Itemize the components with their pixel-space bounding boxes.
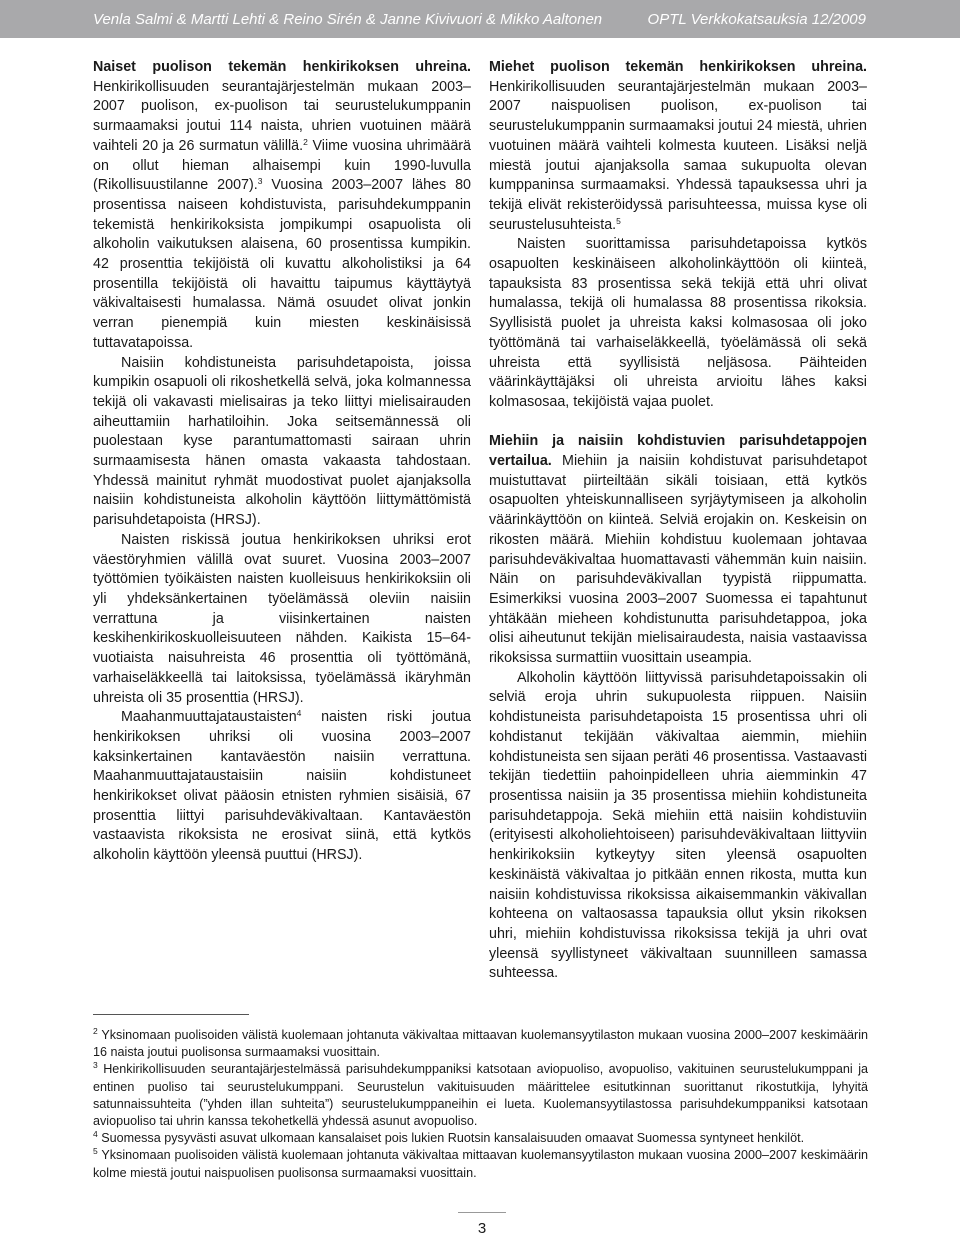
paragraph: Naisten riskissä joutua henkirikoksen uhriksi erot väestöryhmien välillä ovat suuret. Vuosina 2003–2007 työttömien työikäisten naisten kuolleisuus henkirikoksiin oli yli yhdeksänkertainen työelämässä oleviin naisiin verrattuna ja viisinkertainen naisten keskihenkirikoskuolleisuuteen nähden. Kaikista 15–64-vuotiaista naisuhreista 46 prosenttia oli työttömänä, varhaiseläkkeellä tai laitoksissa, työelämässä ikäryhmän uhreista oli 35 prosenttia (HRSJ). [93, 531, 471, 706]
paragraph: Miehet puolison tekemän henkirikoksen uhreina. Henkirikollisuuden seurantajärjestelmän mukaan 2003–2007 naispuolisen puolison, ex-puolison tai seurustelukumppanin surmaamaksi joutui 24 miestä, uhrien vuotuinen määrä vaihteli kolmesta kuuteen. Lisäksi neljä miestä joutui ajanjaksolla samaa sukupuolta olevan kumppaninsa surmaamaksi. Yhdessä tapauksessa uhri ja tekijä elivät rekisteröidyssä parisuhteessa, muissa kyse oli seurustelusuhteista.$^5$ [489, 59, 867, 233]
footnotes [93, 1027, 868, 1182]
footnote: $^3$ Henkirikollisuuden seurantajärjestelmässä parisuhdekumppaniksi katsotaan aviopuoliso, avopuoliso, vakituinen seurustelukumppani ja entinen puoliso tai seurustelukumppani. Seurustelun vakituisuuden määrittelee esitutkinnan suorittanut rikostutkija, lyhyitä satunnaissuhteita (”yhden illan suhteita”) seurustelukumppaneihin ei lueta. Kuolemansyytilastossa parisuhdekumppaniksi katsotaan aviopuoliso tai uhrin kanssa tekohetkellä yhdessä asunut avopuoliso. [93, 1060, 868, 1129]
footnote-divider [93, 1014, 249, 1015]
header-authors: Venla Salmi & Martti Lehti & Reino Sirén & Janne Kivivuori & Mikko Aaltonen [93, 11, 603, 28]
section-heading: Miehet puolison tekemän henkirikoksen uhreina. [489, 59, 867, 75]
paragraph: Naiset puolison tekemän henkirikoksen uhreina. Henkirikollisuuden seurantajärjestelmän mukaan 2003–2007 puolison, ex-puolison tai seurustelukumppanin surmaamaksi joutui 114 naista, uhrien vuotuinen määrä vaihteli 20 ja 26 surmatun välillä.$^2$ Viime vuosina uhrimäärä on ollut hieman alhaisempi kuin 1990-luvulla (Rikollisuustilanne 2007).$^3$ Vuosina 2003–2007 lähes 80 prosentissa naiseen kohdistuvista, parisuhdekumppanin tekemistä henkirikoksista jompikumpi osapuolista oli alkoholin vaikutuksen alaisena, 60 prosentissa kumpikin. 42 prosenttia tekijöistä oli kuvattu alkoholistiksi ja 64 prosentilla tekijöistä oli havaittu taipumus käyttäytyä väkivaltaisesti humalassa. Nämä osuudet olivat jonkin verran pienempiä kuin miesten keskinäisissä tuttavatapoissa. [93, 59, 471, 351]
paragraph: Maahanmuuttajataustaisten$^4$ naisten riski joutua henkirikoksen uhriksi oli vuosina 2003–2007 kaksinkertainen kantaväestön naisiin verrattuna. Maahanmuuttajataustaisiin naisiin kohdistuneet henkirikokset olivat pääosin etnisten ryhmien sisäisiä, 67 prosenttia liittyi parisuhdeväkivaltaan. Kantaväestön vastaavista rikoksista ne erosivat siinä, että kytkös alkoholin käyttöön yleensä puuttui (HRSJ). [93, 708, 471, 864]
paragraph: Naisten suorittamissa parisuhdetapoissa kytkös osapuolten keskinäiseen alkoholinkäyttöön oli kiinteä, tapauksista 83 prosentissa sekä tekijä että uhri olivat humalassa, tekijä oli humalassa 88 prosentissa rikoksia. Syyllisistä puolet ja uhreista kaksi kolmasosaa oli joko työttömänä tai varhaiseläkkeellä, työelämässä oli sekä uhreista että syyllisistä neljäsosa. Päihteiden väärinkäyttäjäksi oli uhreista arvioitu lähes kaksi kolmasosaa, tekijöistä vajaa puolet. [489, 236, 867, 410]
page-header [0, 0, 960, 38]
footnote-ref: 2 [303, 136, 308, 147]
paragraph: Alkoholin käyttöön liittyvissä parisuhdetapoissakin oli selviä eroja uhrin sukupuolesta riippuen. Naisiin kohdistuneista parisuhdetapoista 15 prosentissa uhri oli kohdistanut tekijään väkivaltaa aiemmin, miehiin kohdistuneista sen sijaan peräti 46 prosentissa. Vastaavasti tekijän tiedettiin pahoinpidelleen uhria aiemminkin 47 prosentissa naisiin ja 35 prosentissa miehiin kohdistuneita parisuhdetappoja. Sekä miehiin että naisiin kohdistuviin (erityisesti alkoholiehtoiseen) parisuhdeväkivaltaan liittyviin henkirikoksiin kytkeytyy siten yleensä osapuolten keskinäistä väkivaltaa jo pitkään ennen rikosta, mutta kun naisiin kohdistuvissa rikoksissa aikaisemmankin väkivallan kohteena on valtaosassa tapauksia ollut yksin rikoksen uhri, miehiin kohdistuvissa rikoksissa tekijä ja uhri ovat yleensä syyllistyneet väkivaltaan suunnilleen samassa suhteessa. [489, 669, 867, 982]
header-series: OPTL Verkkokatsauksia 12/2009 [647, 11, 866, 28]
page-number: 3 [0, 1220, 960, 1237]
right-column [489, 58, 867, 984]
footnote: $^2$ Yksinomaan puolisoiden välistä kuolemaan johtanuta väkivaltaa mittaavan kuolemansyytilaston mukaan vuosina 2000–2007 keskimäärin 16 naista joutui puolisonsa surmaamaksi vuosittain. [93, 1026, 868, 1060]
footnote-ref: 4 [296, 708, 302, 719]
paragraph: Miehiin ja naisiin kohdistuvien parisuhdetappojen vertailua. Miehiin ja naisiin kohdistuvat parisuhdetapot muistuttavat piirteiltään sikäli toisiaan, että kytkös osapuolten yhteiskunnalliseen syrjäytymiseen ja alkoholin väärinkäyttöön on kiinteä. Selviä erojakin on. Keskeisin on rikosten määrä. Miehiin kohdistuu kuolemaan johtavaa parisuhdeväkivaltaa huomattavasti vähemmän kuin naisiin. Näin on parisuhdeväkivallan tyypistä riippumatta. Esimerkiksi vuosina 2003–2007 Suomessa ei tapahtunut yhtäkään mieheen kohdistunutta parisuhdetappoa, joka olisi aiheutunut tekijän mielisairaudesta, naisia vastaavissa rikoksissa surmattiin vuosittain useampia. [489, 433, 867, 667]
footnote-ref: 3 [257, 176, 263, 187]
section-heading: Miehiin ja naisiin kohdistuvien parisuhdetappojen vertailua. [489, 433, 867, 470]
section-heading: Naiset puolison tekemän henkirikoksen uhreina. [93, 59, 471, 75]
left-column [93, 58, 471, 866]
paragraph: Naisiin kohdistuneista parisuhdetapoista, joissa kumpikin osapuoli oli rikoshetkellä selvä, joka kolmannessa tekijä oli vakavasti mielisairas ja teko liittyi mielisairauden aiheuttamiin harhatiloihin. Joka seitsemännessä oli puolestaan kyse parantumattomasti sairaan uhrin surmaamisesta hänen omasta vakaasta tahdostaan. Yhdessä mainitut ryhmät muodostivat puolet ajanjaksolla naisiin kohdistuneista alkoholin käyttöön liittymättömistä parisuhdetapoista (HRSJ). [93, 354, 471, 529]
footnote: $^5$ Yksinomaan puolisoiden välistä kuolemaan johtanuta väkivaltaa mittaavan kuolemansyytilaston mukaan vuosina 2000–2007 keskimäärin kolme miestä joutui naispuolisen puolisonsa surmaamaksi vuosittain. [93, 1146, 868, 1180]
footnote: $^4$ Suomessa pysyvästi asuvat ulkomaan kansalaiset pois lukien Ruotsin kansalaisuuden omaavat Suomessa syntyneet henkilöt. [93, 1129, 805, 1146]
footnote-ref: 5 [616, 215, 621, 226]
